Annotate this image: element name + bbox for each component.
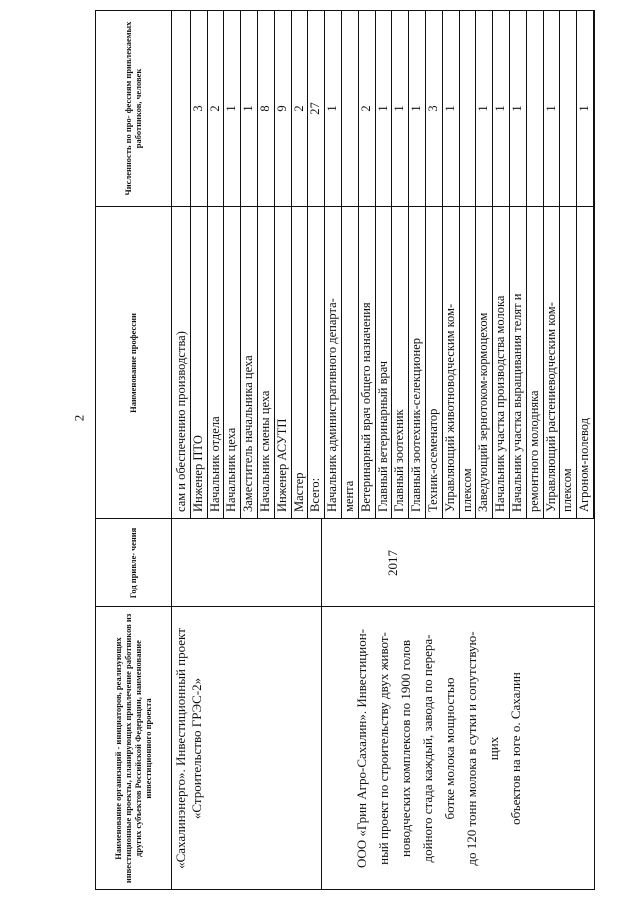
profession-cell: Техник-осеменатор (426, 408, 440, 512)
header-profession: Наименование профессии (128, 313, 138, 413)
profession-cell: ремонтного молодняка (526, 390, 541, 512)
org2-line: дойного стада каждый, завода по перера- (420, 634, 435, 863)
personnel-table (95, 10, 595, 890)
profession-cell: Начальник смены цеха (258, 390, 272, 512)
count-cell: 1 (510, 105, 524, 112)
count-cell: 1 (476, 105, 491, 112)
org2-line: ботке молока мощностью (442, 677, 457, 820)
profession-cell: Начальник отдела (207, 416, 222, 512)
count-cell: 3 (190, 105, 205, 112)
profession-cell: Ветеринарный врач общего назначения (358, 302, 373, 512)
count-cell: 1 (543, 105, 558, 112)
column-divider (95, 606, 595, 607)
profession-cell: Главный ветеринарный врач (375, 360, 390, 512)
org2-line: щих (486, 736, 501, 761)
count-cell: 2 (291, 105, 306, 112)
count-cell: 1 (392, 105, 407, 112)
profession-cell: Начальник участка производства молока (493, 295, 508, 512)
org1-line: «Сахалинэнерго». Инвестиционный проект (173, 628, 188, 869)
count-cell: 1 (325, 105, 340, 112)
profession-cell: Агроном-полевод (577, 417, 592, 512)
header-organization: Наименование организаций - инициаторов, реализующих инвестиционные проекты, планирующих привлечение работников из других субъектов Российской Федерации, наименование инвестиционного проекта (113, 613, 153, 884)
org2-line: новодческих комплексов по 1900 голов (398, 639, 413, 858)
profession-cell: плексом (459, 468, 474, 512)
profession-cell: сам и обеспечению производства) (174, 331, 188, 512)
org2-line: объектов на юге о. Сахалин (508, 672, 523, 825)
profession-cell: Начальник административного департа- (325, 298, 340, 512)
row-divider (593, 10, 594, 519)
profession-cell: Инженер АСУТП (274, 418, 289, 512)
org-divider (321, 519, 322, 890)
count-cell: 1 (409, 105, 424, 112)
count-cell: 1 (577, 105, 592, 112)
page-number: 2 (71, 414, 87, 422)
org1-line: «Строительство ГРЭС-2» (189, 677, 204, 820)
count-cell (559, 10, 576, 207)
header-count: Численность по про- фессиям привлекаемых работников, человек (123, 21, 143, 196)
count-cell: 9 (274, 105, 289, 112)
count-cell: 1 (375, 105, 390, 112)
count-cell: 1 (493, 105, 508, 112)
rotated-page-frame (95, 10, 595, 890)
profession-cell: плексом (560, 468, 575, 512)
count-cell (459, 10, 476, 207)
profession-cell: Управляющий животноводческим ком- (442, 303, 457, 512)
count-cell: 1 (442, 105, 457, 112)
profession-cell: Мастер (291, 472, 306, 512)
profession-cell: Управляющий растениеводческим ком- (543, 302, 558, 512)
org2-line: ный проект по строительству двух живот- (376, 632, 391, 865)
profession-cell: Заместитель начальника цеха (241, 355, 256, 512)
count-cell (173, 10, 190, 207)
org2-year: 2017 (385, 550, 400, 576)
profession-cell: Главный зоотехник (392, 409, 407, 512)
count-cell: 2 (358, 105, 373, 112)
count-cell: 2 (207, 105, 222, 112)
profession-cell: Заведующий зернотоком-кормоцехом (476, 312, 491, 512)
count-cell (341, 10, 358, 207)
count-cell: 3 (426, 105, 440, 112)
profession-cell: Начальник цеха (224, 427, 239, 512)
org2-name (351, 611, 527, 886)
org2-line: ООО «Грин Агро-Сахалин». Инвестицион- (354, 629, 369, 868)
header-year: Год привле- чения (128, 527, 138, 599)
table-header-row (95, 10, 172, 890)
org1-name (173, 611, 205, 886)
count-cell (526, 10, 543, 207)
profession-cell: Всего: (308, 477, 323, 512)
count-cell: 8 (258, 105, 272, 112)
profession-cell: Начальник участка выращивания телят и (510, 293, 524, 512)
profession-cell: Инженер ПТО (190, 435, 205, 512)
count-cell: 1 (241, 105, 256, 112)
column-divider (95, 518, 595, 519)
count-cell: 1 (224, 105, 239, 112)
count-cell: 27 (308, 102, 323, 115)
profession-cell: Главный зоотехник-селекционер (409, 337, 424, 512)
org2-line: до 120 тонн молока в сутки и сопутствую- (464, 631, 479, 866)
profession-cell: мента (342, 480, 356, 512)
